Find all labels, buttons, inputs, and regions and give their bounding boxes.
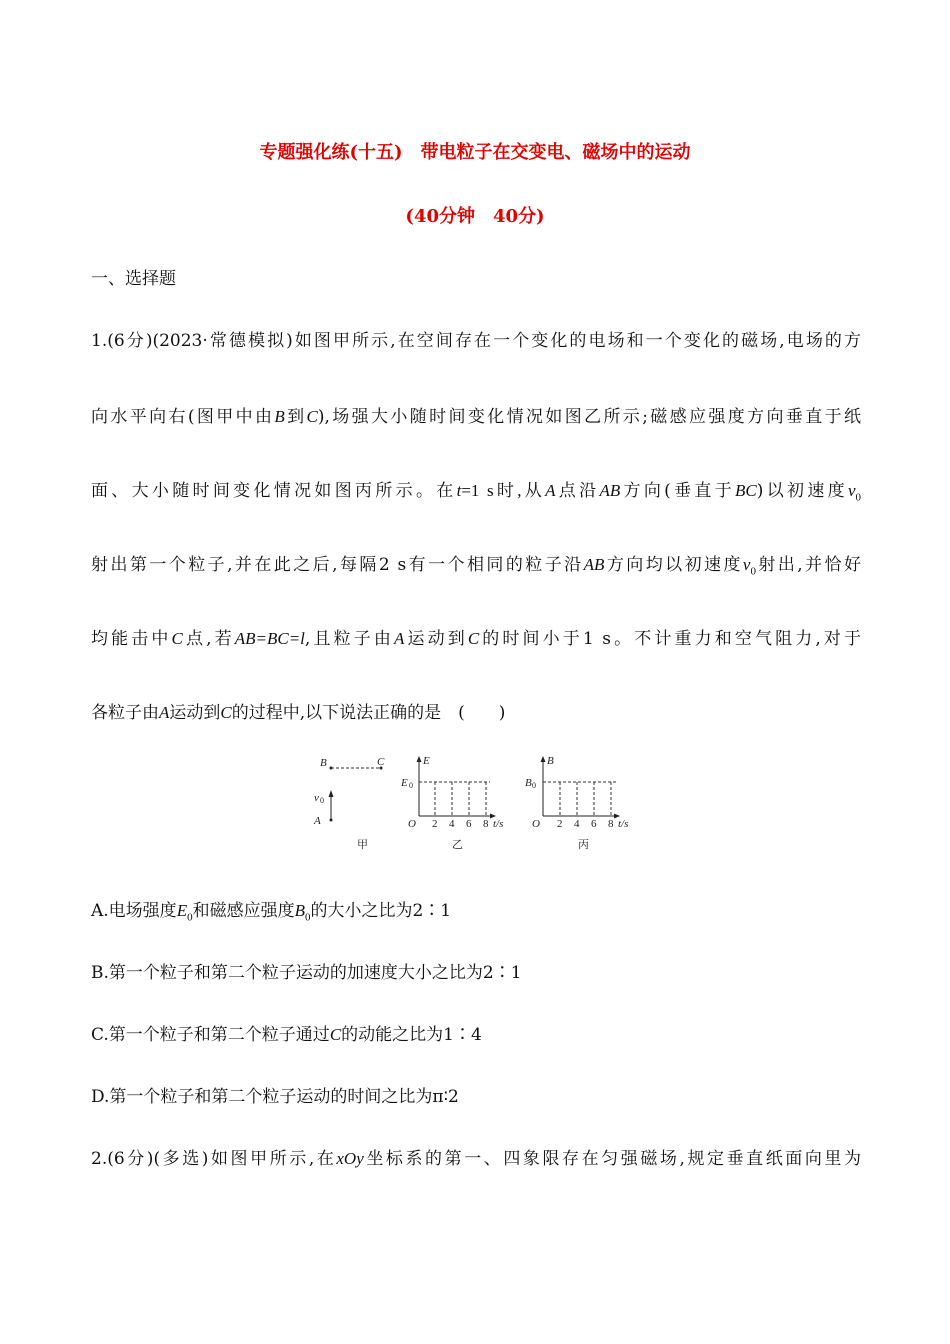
bing-b0-sub: 0 [532, 781, 536, 790]
q1-line-6: 各粒子由A运动到C的过程中,以下说法正确的是 ( ) [91, 703, 506, 723]
bing-tick-8: 8 [608, 818, 614, 830]
option-d: D.第一个粒子和第二个粒子运动的时间之比为π∶2 [91, 1087, 459, 1107]
option-c: C.第一个粒子和第二个粒子通过C的动能之比为1∶4 [91, 1025, 482, 1045]
v0-sub: 0 [320, 796, 324, 805]
yi-tick-2: 2 [432, 818, 438, 830]
q1-line-1: 1.(6分)(2023·常德模拟)如图甲所示,在空间存在一个变化的电场和一个变化的磁场,电场的方 [91, 331, 861, 351]
section-heading: 一、选择题 [91, 269, 176, 289]
yi-e0-label: E [401, 777, 408, 789]
bing-axis-x-label: t/s [618, 818, 629, 830]
q1-figure [300, 748, 650, 856]
bing-b0-label: B [525, 777, 532, 789]
q1-line-4: 射出第一个粒子,并在此之后,每隔2 s有一个相同的粒子沿AB方向均以初速度$v_0$射出,并恰好 [91, 555, 861, 578]
option-a: A.电场强度$E_0$和磁感应强度$B_0$的大小之比为2∶1 [91, 901, 452, 924]
figure-yi [400, 755, 503, 851]
figure-bing [525, 755, 628, 851]
bing-y-arrow [541, 756, 546, 762]
page-subtitle: (40分钟 40分) [405, 206, 545, 227]
point-c-label: C [377, 756, 385, 768]
q2-line-1: 2.(6分)(多选)如图甲所示,在xOy坐标系的第一、四象限存在匀强磁场,规定垂直纸面向里为 [91, 1149, 862, 1169]
bing-tick-6: 6 [591, 818, 597, 830]
bing-axis-y-label: B [547, 755, 554, 767]
caption-yi: 乙 [452, 838, 463, 851]
yi-tick-4: 4 [449, 818, 455, 830]
yi-tick-8: 8 [483, 818, 489, 830]
bing-tick-2: 2 [557, 818, 563, 830]
q1-line-3: 面、大小随时间变化情况如图丙所示。在t=1 s时,从A点沿AB方向(垂直于BC)以初速度$v_0$ [91, 481, 862, 504]
bing-tick-4: 4 [574, 818, 580, 830]
figure-jia [313, 756, 385, 851]
point-a-dot [330, 819, 333, 822]
point-a-label: A [314, 815, 321, 827]
caption-jia: 甲 [357, 838, 368, 851]
yi-tick-6: 6 [466, 818, 472, 830]
option-b: B.第一个粒子和第二个粒子运动的加速度大小之比为2∶1 [91, 963, 522, 983]
q1-line-2: 向水平向右(图甲中由B到C),场强大小随时间变化情况如图乙所示;磁感应强度方向垂直于纸 [91, 407, 862, 427]
yi-axis-x-label: t/s [493, 818, 504, 830]
yi-origin: O [408, 818, 416, 830]
q1-line-5: 均能击中C点,若AB=BC=l,且粒子由A运动到C的时间小于1 s。不计重力和空气阻力,对于 [91, 629, 862, 649]
yi-y-arrow [417, 756, 422, 762]
v0-arrow-head [329, 790, 334, 797]
v0-label: v [314, 792, 319, 804]
yi-e0-sub: 0 [409, 781, 413, 790]
page-title: 专题强化练(十五) 带电粒子在交变电、磁场中的运动 [259, 142, 691, 163]
point-b-dot [330, 767, 333, 770]
yi-axis-y-label: E [423, 755, 430, 767]
point-b-label: B [320, 757, 327, 769]
bing-origin: O [532, 818, 540, 830]
caption-bing: 丙 [578, 838, 589, 851]
